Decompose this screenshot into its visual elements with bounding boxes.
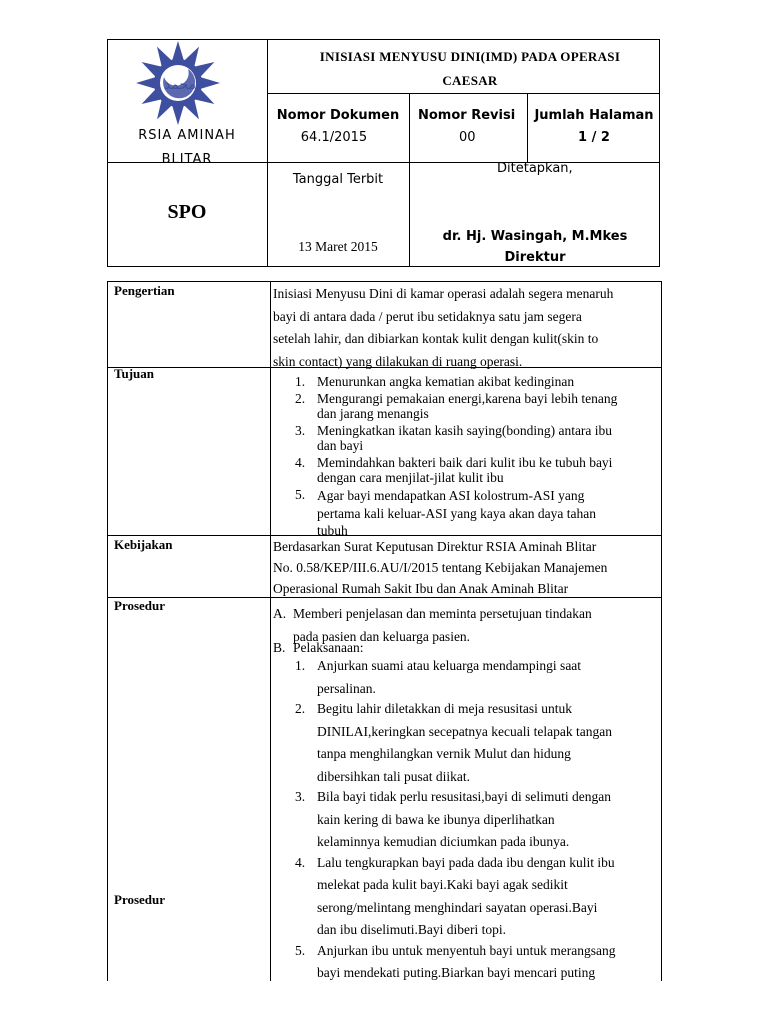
tujuan-item-line: dan jarang menangis xyxy=(317,406,429,421)
prosedur-step xyxy=(295,698,660,788)
spo-label: SPO xyxy=(167,201,207,223)
prosedur-step-line: dan ibu diselimuti.Bayi diberi topi. xyxy=(317,922,506,937)
kebijakan-label: Kebijakan xyxy=(114,537,173,552)
prosedur-step-number: 1. xyxy=(295,658,306,673)
kebijakan-line: Berdasarkan Surat Keputusan Direktur RSIA Aminah Blitar xyxy=(273,539,597,554)
tujuan-item-number: 4. xyxy=(295,454,306,470)
issue-date-label: Tanggal Terbit xyxy=(292,172,384,187)
tujuan-item-number: 1. xyxy=(295,374,306,389)
pages-label: Jumlah Halaman xyxy=(534,108,654,123)
tujuan-item-line: pertama kali keluar-ASI yang kaya akan daya tahan xyxy=(317,505,596,521)
tujuan-item-line: Meningkatkan ikatan kasih saying(bonding) antara ibu xyxy=(317,422,613,438)
prosedur-step-line: tanpa menghilangkan vernik Mulut dan hidung xyxy=(317,746,571,761)
prosedur-step xyxy=(295,852,660,942)
revision-label: Nomor Revisi xyxy=(418,108,516,123)
tujuan-item-line: Agar bayi mendapatkan ASI kolostrum-ASI yang xyxy=(317,487,585,503)
tujuan-item-line: Memindahkan bakteri baik dari kulit ibu ke tubuh bayi xyxy=(317,454,613,470)
tujuan-item-line: tubuh xyxy=(317,522,348,538)
prosedur-step-number: 2. xyxy=(295,701,306,716)
doc-number-label: Nomor Dokumen xyxy=(276,108,400,123)
pages-cell xyxy=(528,107,660,151)
prosedur-step-line: serong/melintang menghindari sayatan operasi.Bayi xyxy=(317,899,598,915)
prosedur-step-number: 3. xyxy=(295,789,306,804)
logo-calligraphy: محمد xyxy=(164,77,196,93)
prosedur-step-line: bayi mendekati puting.Biarkan bayi mencari puting xyxy=(317,965,596,980)
prosedur-step-line: dibersihkan tali pusat diikat. xyxy=(317,768,470,784)
tujuan-label: Tujuan xyxy=(114,366,154,381)
tujuan-item-line: Mengurangi pemakaian energi,karena bayi lebih tenang xyxy=(317,390,618,406)
prosedur-step-line: melekat pada kulit bayi.Kaki bayi agak sedikit xyxy=(317,877,568,892)
prosedur-steps xyxy=(295,655,660,985)
prosedur-step xyxy=(295,655,660,700)
established-label: Ditetapkan, xyxy=(497,161,573,176)
hospital-name-line1: RSIA AMINAH xyxy=(138,128,236,143)
revision-cell xyxy=(410,107,527,151)
prosedur-step-line: Anjurkan ibu untuk menyentuh bayi untuk merangsang xyxy=(317,942,616,958)
tujuan-item-line: Menurunkan angka kematian akibat kedinginan xyxy=(317,374,575,389)
prosedur-b-label: Pelaksanaan: xyxy=(293,640,364,655)
prosedur-step-line: kelaminnya kemudian diciumkan pada ibunya. xyxy=(317,834,570,849)
prosedur-a-letter: A. xyxy=(273,606,287,621)
pengertian-line: Inisiasi Menyusu Dini di kamar operasi adalah segera menaruh xyxy=(273,286,614,301)
tujuan-item-line: dengan cara menjilat-jilat kulit ibu xyxy=(317,470,504,485)
tujuan-list xyxy=(295,374,655,538)
prosedur-step-line: Lalu tengkurapkan bayi pada dada ibu dengan kulit ibu xyxy=(317,854,615,870)
tujuan-item-number: 2. xyxy=(295,390,306,406)
director-name: dr. Hj. Wasingah, M.Mkes xyxy=(442,229,628,244)
hospital-name xyxy=(107,124,267,172)
prosedur-b xyxy=(273,640,658,655)
prosedur-step-line: Bila bayi tidak perlu resusitasi,bayi di selimuti dengan xyxy=(317,789,611,804)
issue-date-value: 13 Maret 2015 xyxy=(298,239,378,254)
document-title-text: INISIASI MENYUSU DINI(IMD) PADA OPERASI CAESAR xyxy=(319,49,621,88)
tujuan-item xyxy=(295,391,655,422)
prosedur-step-line: DINILAI,keringkan secepatnya kecuali telapak tangan xyxy=(317,723,612,739)
kebijakan-text xyxy=(273,536,655,599)
pengertian-text xyxy=(273,283,655,373)
hospital-logo xyxy=(128,40,228,126)
prosedur-step-line: kain kering di bawa ke ibunya diperlihatkan xyxy=(317,811,555,827)
doc-number-cell xyxy=(267,107,409,151)
prosedur-step xyxy=(295,940,660,985)
prosedur-label: Prosedur xyxy=(114,598,166,613)
tujuan-item xyxy=(295,455,655,486)
pengertian-line: bayi di antara dada / perut ibu setidaknya satu jam segera xyxy=(273,308,582,324)
prosedur-a-line: pada pasien dan keluarga pasien. xyxy=(293,629,471,644)
prosedur-label-repeat: Prosedur xyxy=(114,892,166,907)
director-title: Direktur xyxy=(504,250,566,265)
pengertian-line: skin contact) yang dilakukan di ruang operasi. xyxy=(273,353,523,369)
prosedur-b-letter: B. xyxy=(273,640,286,655)
hospital-name-line2: BLITAR xyxy=(161,152,213,167)
tujuan-item xyxy=(295,423,655,454)
prosedur-step-line: Anjurkan suami atau keluarga mendampingi saat xyxy=(317,658,582,673)
tujuan-item-number: 3. xyxy=(295,422,306,438)
tujuan-item-line: dan bayi xyxy=(317,438,364,453)
doc-number-value: 64.1/2015 xyxy=(300,130,368,145)
tujuan-item xyxy=(295,374,655,390)
tujuan-item xyxy=(295,487,655,539)
document-title xyxy=(300,45,640,93)
prosedur-step-number: 5. xyxy=(295,942,306,958)
kebijakan-line: No. 0.58/KEP/III.6.AU/I/2015 tentang Kebijakan Manajemen xyxy=(273,560,608,575)
prosedur-step-line: Begitu lahir diletakkan di meja resusitasi untuk xyxy=(317,701,572,716)
prosedur-a-line: Memberi penjelasan dan meminta persetujuan tindakan xyxy=(293,606,592,621)
tujuan-item-number: 5. xyxy=(295,486,306,502)
revision-value: 00 xyxy=(459,130,476,145)
prosedur-step-number: 4. xyxy=(295,854,306,870)
pages-value: 1 / 2 xyxy=(578,130,610,145)
pengertian-label: Pengertian xyxy=(114,283,175,298)
kebijakan-line: Operasional Rumah Sakit Ibu dan Anak Aminah Blitar xyxy=(273,581,569,596)
prosedur-step-line: persalinan. xyxy=(317,680,376,696)
prosedur-step xyxy=(295,786,660,854)
pengertian-line: setelah lahir, dan dibiarkan kontak kulit dengan kulit(skin to xyxy=(273,331,599,346)
